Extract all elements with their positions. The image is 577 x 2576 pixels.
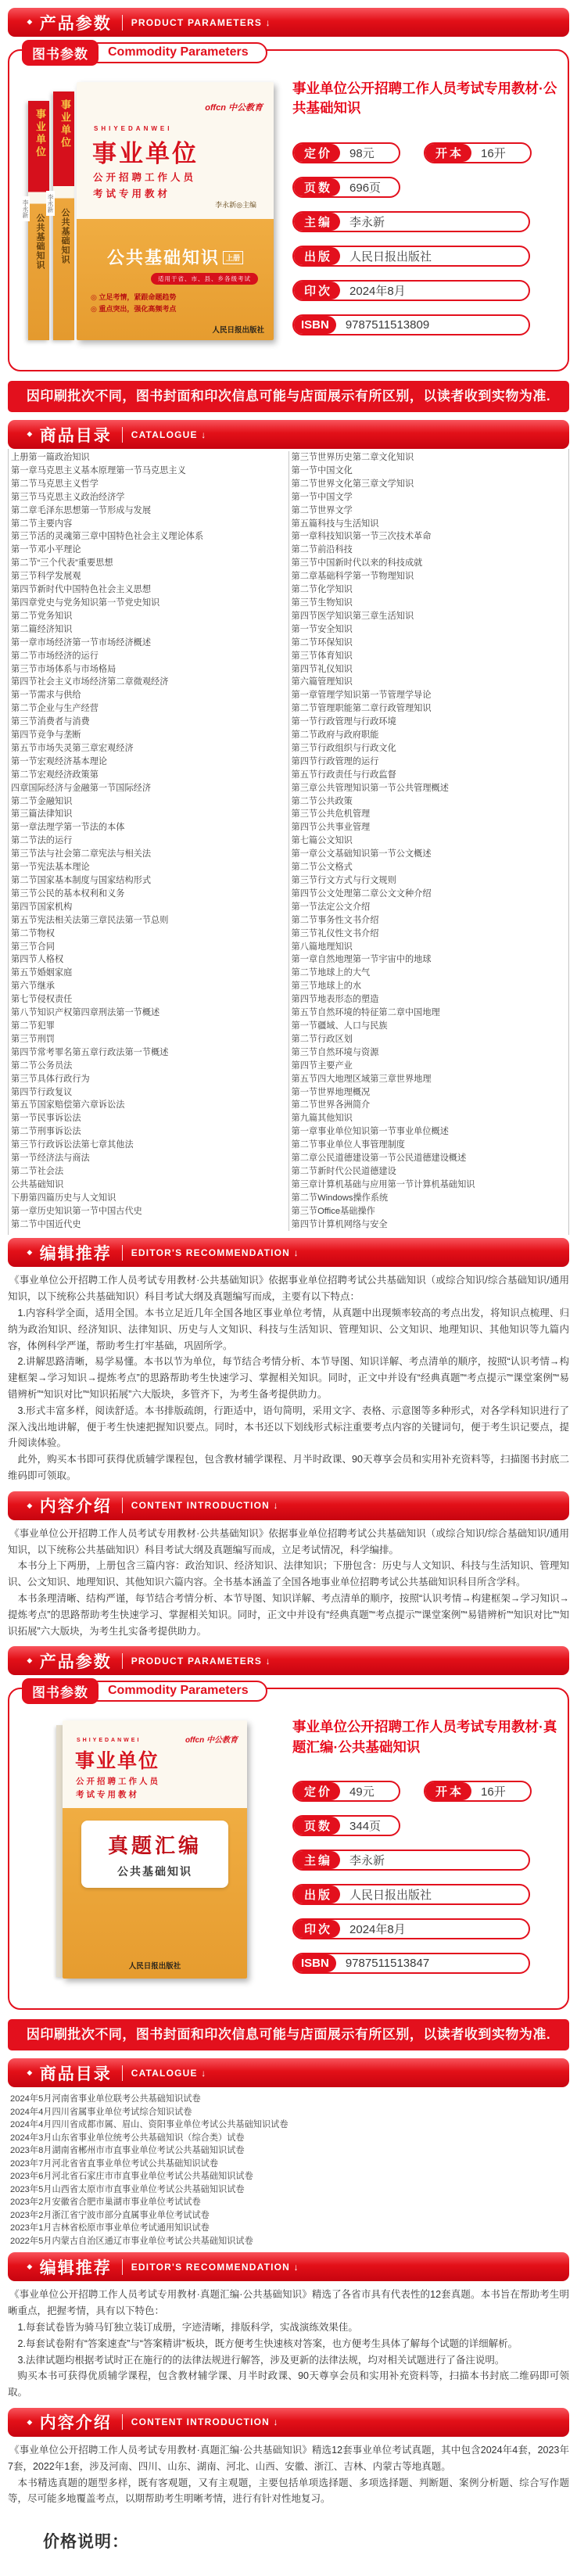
param-value: 16开	[481, 146, 506, 160]
catalogue-entry: 2023年2月安徽省合肥市巢湖市事业单位考试试卷	[10, 2197, 201, 2208]
section-banner-product-parameters-2	[8, 1646, 569, 1675]
catalogue-entry: 第一节邓小平理论	[11, 545, 81, 555]
catalogue-entry: 第九篇其他知识	[291, 1114, 353, 1124]
offcn-brand-logo: offcn 中公教育	[205, 103, 263, 113]
catalogue-entry: 第六节继承	[11, 981, 55, 992]
diamond-icon: ◆	[27, 2418, 33, 2427]
catalogue-entry: 第二章毛泽东思想第一节形成与发展	[11, 505, 152, 515]
catalogue-entry: 第二节刑事诉讼法	[11, 1127, 81, 1137]
banner-divider	[122, 1498, 123, 1513]
spine-author: 李永新	[21, 196, 30, 221]
book-card-1	[8, 45, 569, 371]
catalogue-entry: 第二节行政区划	[291, 1034, 353, 1044]
param-label: 定价	[294, 1782, 340, 1800]
catalogue-entry: 第二篇经济知识	[11, 624, 73, 634]
catalogue-entry: 第一节经济法与商法	[11, 1153, 90, 1164]
section-banner-catalogue-2	[8, 2058, 569, 2087]
cover-bullet: ◎ 立足考情，紧跟命题趋势	[91, 292, 176, 303]
param-value: 人民日报出版社	[349, 1889, 432, 1903]
catalogue-entry: 第一节民事诉讼法	[11, 1114, 81, 1124]
catalogue-entry: 第一节世界地理概况	[291, 1087, 371, 1097]
catalogue-entry: 第一章自然地理第一节宇宙中的地球	[291, 955, 432, 965]
paragraph: 本书条理清晰、结构严谨，每节结合考情分析、本节导图、知识详解、考点清单的顺序，按照“认识考情→构建框架→学习知识→提炼考点”的思路帮助考生快速学习、掌握相关知识。同时，正文中并设有“经典真题”“考点提示”“课堂案例”“易错辨析”“知识对比”“知识拓展”六大版块，为考生扎实备考提供助力。	[8, 1593, 569, 1637]
catalogue-entry: 第三节科学发展观	[11, 572, 81, 582]
warning-bar: 因印刷批次不同，图书封面和印次信息可能与店面展示有所区别，以读者收到实物为准.	[8, 381, 569, 412]
param-label: 主编	[294, 213, 340, 231]
param-pill-printing	[292, 280, 530, 301]
param-value: 98元	[349, 146, 375, 160]
paragraph: 《事业单位公开招聘工作人员考试专用教材·真题汇编·公共基础知识》精选了各省市具有代表性的12套真题。本书旨在帮助考生明晰重点，把握考情，具有以下特色：	[8, 2289, 569, 2317]
diamond-icon: ◆	[27, 1249, 33, 1257]
param-pill-pages	[292, 177, 400, 198]
catalogue-entry: 第三节世界历史第二章文化知识	[291, 453, 414, 462]
spine-subject: 公共基础知识	[60, 208, 70, 265]
card-tab-zh: 图书参数	[22, 1678, 99, 1704]
card-tab-en: Commodity Parameters	[88, 42, 267, 63]
paragraph: 本书分上下两册，上册包含三篇内容：政治知识、经济知识、法律知识；下册包含：历史与人文知识、科技与生活知识、管理知识、公文知识、地理知识、其他知识六篇内容。全书基本涵盖了全国各地事业单位招聘考试公共基础知识科目所含学科。	[8, 1560, 569, 1588]
catalogue-entry: 第五篇科技与生活知识	[291, 518, 379, 529]
catalogue-entry: 第七节侵权责任	[11, 995, 73, 1005]
book-spine-back	[22, 101, 49, 340]
catalogue-entry: 2024年4月四川省成都市属、眉山、资阳事业单位考试公共基础知识试卷	[10, 2120, 288, 2130]
catalogue-entry: 第四节新时代中国特色社会主义思想	[11, 585, 152, 595]
catalogue-entry: 第一章市场经济第一节市场经济概述	[11, 637, 152, 648]
catalogue-entry: 第四节公共事业管理	[291, 823, 371, 833]
catalogue-entry: 第三节马克思主义政治经济学	[11, 492, 125, 502]
catalogue-list	[8, 2091, 569, 2251]
catalogue-entry: 第一节宪法基本理论	[11, 863, 90, 873]
catalogue-entry: 2022年5月内蒙古自治区通辽市事业单位考试公共基础知识试卷	[10, 2236, 253, 2246]
catalogue-entry: 2024年3月山东省事业单位统考公共基础知识（综合类）试卷	[10, 2133, 245, 2143]
section-banner-editor-recommendation-2	[8, 2252, 569, 2281]
paragraph: 2.讲解思路清晰，易学易懂。本书以节为单位，每节结合考情分析、本节导图、知识详解、考点清单的顺序，按照“认识考情→构建框架→学习知识→提炼考点”的思路帮助考生快速学习、掌握相关知识。同时，正文中并设有“经典真题”“考点提示”“课堂案例”“易错辨析”“知识对比”“知识拓展”六大版块，多管齐下，为考生备考提供助力。	[8, 1356, 569, 1401]
catalogue-entry: 第三节体育知识	[291, 651, 353, 661]
section-banner-product-parameters	[8, 8, 569, 37]
diamond-icon: ◆	[27, 2262, 33, 2271]
paragraph: 《事业单位公开招聘工作人员考试专用教材·公共基础知识》依据事业单位招聘考试公共基础知识（或综合知识/综合基础知识/通用知识，以下统称公共基础知识）科目考试大纲及真题编写而成，立足考试情况，科学编排。	[8, 1527, 569, 1555]
catalogue-entry: 第三节合同	[11, 942, 55, 952]
paragraph: 《事业单位公开招聘工作人员考试专用教材·公共基础知识》依据事业单位招聘考试公共基础知识（或综合知识/综合基础知识/通用知识，以下统称公共基础知识）科目考试大纲及真题编写而成，主要有以下特点：	[8, 1275, 569, 1303]
catalogue-entry: 第二节世界各洲简介	[291, 1100, 371, 1110]
catalogue-entry: 第五节四大地理区域第三章世界地理	[291, 1074, 432, 1084]
catalogue-entry: 第三篇法律知识	[11, 809, 73, 820]
catalogue-entry: 第四节社会主义市场经济第二章微观经济	[11, 677, 169, 687]
book1-cover-art	[19, 81, 283, 346]
volume-badge: 上册	[223, 251, 243, 264]
catalogue-entry: 第四节医学知识第三章生活知识	[291, 611, 414, 621]
banner-divider	[122, 2065, 123, 2081]
catalogue-entry: 第一章马克思主义基本原理第一节马克思主义	[11, 465, 186, 475]
param-value: 人民日报出版社	[349, 249, 432, 264]
param-pill-editor	[292, 211, 530, 232]
param-pill-publisher	[292, 246, 530, 267]
catalogue-entry: 下册第四篇历史与人文知识	[11, 1193, 116, 1203]
catalogue-entry: 第二节公务员法	[11, 1060, 73, 1071]
param-pill-printing	[292, 1918, 530, 1939]
banner-title-zh: 商品目录	[39, 426, 112, 445]
catalogue-entry: 第二节法的运行	[11, 836, 73, 846]
catalogue-entry: 第三章公共管理知识第一节公共管理概述	[291, 783, 449, 793]
param-label: 页数	[294, 178, 340, 196]
warning-bar: 因印刷批次不同，图书封面和印次信息可能与店面展示有所区别，以读者收到实物为准.	[8, 2019, 569, 2050]
spine-series: 事业单位	[34, 109, 46, 159]
catalogue-entry: 第一节行政管理与行政环境	[291, 717, 396, 727]
catalogue-entry: 第四节常考罪名第五章行政法第一节概述	[11, 1047, 169, 1057]
catalogue-entry: 第五节婚姻家庭	[11, 968, 73, 978]
catalogue-entry: 第五节自然环境的特征第二章中国地理	[291, 1008, 440, 1018]
param-value: 李永新	[349, 215, 385, 229]
paragraph: 此外，购买本书即可获得优质辅学课程包，包含教材辅学课程、月半时政课、90天尊享会员和实用补充资料等，扫描图书封底二维码即可领取。	[8, 1454, 569, 1482]
publisher-logo: 人民日报出版社	[212, 326, 264, 335]
cover-bullet: ◎ 重点突出，强化高频考点	[91, 303, 176, 315]
section-banner-content-introduction-2	[8, 2408, 569, 2437]
catalogue-entry: 第二节化学知识	[291, 585, 353, 595]
banner-title-zh: 内容介绍	[39, 1498, 112, 1516]
param-value: 696页	[349, 181, 382, 195]
card-tab-zh: 图书参数	[22, 40, 99, 66]
spine-series: 事业单位	[59, 99, 71, 149]
catalogue-entry: 第四节公文处理第二章公文文种介绍	[291, 888, 432, 899]
catalogue-entry: 2023年5月山西省太原市市直事业单位考试公共基础知识试卷	[10, 2184, 245, 2194]
book-card-2	[8, 1684, 569, 2010]
banner-title-en: EDITOR'S RECOMMENDATION ↓	[131, 2261, 299, 2273]
catalogue-entry: 第一节疆域、人口与民族	[291, 1021, 388, 1031]
catalogue-entry: 第一章公文基础知识第一节公文概述	[291, 849, 432, 859]
param-label: 开本	[425, 1782, 471, 1800]
catalogue-entry: 第五节市场失灵第三章宏观经济	[11, 743, 134, 753]
param-label: 出版	[294, 1885, 340, 1903]
banner-title-en: CONTENT INTRODUCTION ↓	[131, 2416, 279, 2428]
banner-title-zh: 编辑推荐	[39, 2258, 112, 2277]
cover-applicability-strip: 适用于省、市、县、乡各级考试	[151, 273, 258, 285]
param-pill-editor	[292, 1849, 530, 1871]
banner-title-en: CONTENT INTRODUCTION ↓	[131, 1500, 279, 1512]
catalogue-entry: 第二节地球上的大气	[291, 968, 371, 978]
catalogue-entry: 第八篇地理知识	[291, 942, 353, 952]
param-label: 印次	[294, 282, 340, 300]
diamond-icon: ◆	[27, 2068, 33, 2077]
banner-divider	[122, 2414, 123, 2430]
banner-title-zh: 产品参数	[39, 14, 112, 33]
catalogue-entry: 第一节中国文学	[291, 492, 353, 502]
diamond-icon: ◆	[27, 1501, 33, 1510]
cover-panel-subtitle: 公共基础知识	[117, 1864, 192, 1878]
price-note: 价格说明：	[43, 2533, 129, 2552]
catalogue-entry: 第一章事业单位知识第一节事业单位概述	[291, 1127, 449, 1137]
param-label: 主编	[294, 1851, 340, 1869]
catalogue-entry: 第四节计算机网络与安全	[291, 1219, 388, 1229]
catalogue-entry: 第三节自然环境与资源	[291, 1047, 379, 1057]
catalogue-entry: 第四节人格权	[11, 955, 64, 965]
catalogue-entry: 第一节中国文化	[291, 465, 353, 475]
banner-divider	[122, 1653, 123, 1669]
catalogue-entry: 2023年7月河北省省直事业单位考试公共基础知识试卷	[10, 2158, 219, 2169]
catalogue-entry: 2023年2月浙江省宁波市部分直属事业单位考试试卷	[10, 2210, 210, 2220]
catalogue-entry: 第二节公文格式	[291, 863, 353, 873]
editor-recommendation-text	[8, 1272, 569, 1484]
param-value: 李永新	[349, 1854, 385, 1868]
banner-title-en: PRODUCT PARAMETERS ↓	[131, 16, 271, 28]
catalogue-entry: 第三节中国新时代以来的科技成就	[291, 558, 423, 569]
catalogue-entry: 公共基础知识	[11, 1179, 64, 1189]
param-value: 344页	[349, 1820, 382, 1834]
card-tab	[22, 40, 267, 66]
param-label: 页数	[294, 1817, 340, 1835]
cover-subtitle: 公开招聘工作人员 考试专用教材	[93, 172, 197, 199]
param-label: ISBN	[294, 316, 336, 334]
catalogue-entry: 第二节马克思主义哲学	[11, 479, 99, 489]
banner-divider	[122, 1245, 123, 1261]
diamond-icon: ◆	[27, 1656, 33, 1665]
param-label: ISBN	[294, 1954, 336, 1972]
param-value: 9787511513809	[345, 318, 430, 332]
catalogue-entry: 第一章法理学第一节法的本体	[11, 823, 125, 833]
book-params-zone	[283, 1710, 558, 1997]
catalogue-entry: 第一节宏观经济基本理论	[11, 756, 108, 766]
catalogue-entry: 第二节中国近代史	[11, 1219, 81, 1229]
catalogue-entry: 第四节竞争与垄断	[11, 730, 81, 741]
content-introduction-text	[8, 1526, 569, 1640]
catalogue-entry: 第四节礼仪知识	[291, 664, 353, 674]
book-spine-front	[47, 91, 74, 340]
catalogue-entry: 第二节新时代公民道德建设	[291, 1166, 396, 1176]
book2-cover-art	[39, 1720, 263, 1983]
catalogue-entry: 2023年1月吉林省松原市事业单位考试通用知识试卷	[10, 2223, 210, 2233]
catalogue-entry: 第三节具体行政行为	[11, 1074, 90, 1084]
banner-title-zh: 产品参数	[39, 1652, 112, 1671]
catalogue-entry: 第二节物权	[11, 928, 55, 938]
catalogue-entry: 第二节社会法	[11, 1166, 64, 1176]
catalogue-entry: 第三节行政诉讼法第七章其他法	[11, 1140, 134, 1150]
param-pill-isbn	[292, 314, 530, 335]
catalogue-entry: 第二节企业与生产经营	[11, 704, 99, 714]
catalogue-entry: 第三节市场体系与市场格局	[11, 664, 116, 674]
catalogue-entry: 第二节世界文化第三章文学知识	[291, 479, 414, 489]
param-pill-pages	[292, 1815, 400, 1836]
paragraph: 2.每套试卷附有“答案速查”与“答案精讲”板块，既方便考生快速核对答案，也方便考生具体了解每个试题的详细解析。	[17, 2337, 518, 2349]
param-value: 16开	[481, 1785, 506, 1799]
catalogue-entry: 第一章历史知识第一节中国古代史	[11, 1206, 142, 1216]
banner-title-en: PRODUCT PARAMETERS ↓	[131, 1655, 271, 1667]
catalogue-entry: 2023年8月湖南省郴州市市直事业单位考试公共基础知识试卷	[10, 2146, 245, 2156]
param-label: 出版	[294, 247, 340, 265]
card-tab-en: Commodity Parameters	[88, 1681, 267, 1702]
catalogue-entry: 第三节行文方式与行文规则	[291, 876, 396, 885]
param-pill-price	[292, 142, 400, 163]
cover-subject: 公共基础知识 上册	[77, 245, 274, 269]
cover-bullets	[91, 292, 176, 315]
catalogue-entry: 第二节犯罪	[11, 1021, 55, 1031]
catalogue-entry: 第二节国家基本制度与国家结构形式	[11, 876, 152, 885]
catalogue-entry: 第三章计算机基础与应用第一节计算机基础知识	[291, 1179, 475, 1189]
catalogue-entry: 第二章公民道德建设第一节公民道德建设概述	[291, 1153, 467, 1164]
param-pill-isbn	[292, 1953, 530, 1974]
catalogue-entry: 第一节安全知识	[291, 624, 353, 634]
catalogue-entry: 第四章党史与党务知识第一节党史知识	[11, 597, 160, 608]
catalogue-entry: 上册第一篇政治知识	[11, 453, 90, 462]
catalogue-entry: 第三节Office基础操作	[291, 1206, 375, 1216]
cover-pinyin: SHIYEDANWEI	[94, 125, 173, 132]
catalogue-entry: 第二节事务性文书介绍	[291, 915, 379, 925]
catalogue-entry: 2024年4月四川省属事业单位考试综合知识试卷	[10, 2107, 192, 2117]
paragraph: 《事业单位公开招聘工作人员考试专用教材·真题汇编·公共基础知识》精选12套事业单位考试真题，其中包含2024年4套，2023年7套，2022年1套，涉及河南、四川、山东、湖南、河北、山西、安徽、浙江、吉林、内蒙古等地真题。	[8, 2444, 569, 2472]
paragraph: 1.内容科学全面，适用全国。本书立足近几年全国各地区事业单位考情，从真题中出现频率较高的考点出发，将知识点梳理、归纳为政治知识、经济知识、法律知识、历史与人文知识、科技与生活知识、管理知识、公文知识、地理知识、其他知识等九篇内容，体例科学严谨，帮助考生打牢基础，巩固所学。	[8, 1308, 569, 1351]
paragraph: 1.每套试卷皆为骑马钉独立装订成册，字迹清晰，排版科学，实战演练效果佳。	[17, 2322, 358, 2333]
catalogue-entry: 第三节公共危机管理	[291, 809, 371, 820]
catalogue-entry: 第五节行政责任与行政监督	[291, 770, 396, 780]
catalogue-entry: 2023年6月河北省石家庄市市直事业单位考试公共基础知识试卷	[10, 2172, 253, 2182]
catalogue-column-left	[9, 451, 289, 1231]
catalogue-entry: 第二节公共政策	[291, 796, 353, 806]
banner-title-en: CATALOGUE ↓	[131, 2067, 207, 2079]
paragraph: 购买本书可获得优质辅学课程，包含教材辅学课、月半时政课、90天尊享会员和实用补充资料等，扫描本书封底二维码即可领取。	[8, 2370, 569, 2398]
banner-title-zh: 内容介绍	[39, 2414, 112, 2433]
cover-series-title: 事业单位	[75, 1750, 160, 1773]
catalogue-entry: 第四节地表形态的塑造	[291, 995, 379, 1005]
banner-title-zh: 商品目录	[39, 2065, 112, 2083]
catalogue-entry: 第三节刑罚	[11, 1034, 55, 1044]
cover-title-panel	[81, 1821, 228, 1888]
catalogue-entry: 第三节公民的基本权利和义务	[11, 888, 125, 899]
catalogue-entry: 第二节前沿科技	[291, 545, 353, 555]
catalogue-entry: 第二节政府与政府职能	[291, 730, 379, 741]
catalogue-entry: 第五节宪法相关法第三章民法第一节总则	[11, 915, 169, 925]
book-front-cover	[63, 1720, 247, 1979]
cover-series-title: 事业单位	[92, 140, 199, 167]
catalogue-entry: 第二节Windows操作系统	[291, 1193, 389, 1203]
catalogue-entry: 第二节管理职能第二章行政管理知识	[291, 704, 432, 714]
diamond-icon: ◆	[27, 18, 33, 27]
banner-title-zh: 编辑推荐	[39, 1244, 112, 1263]
paragraph: 本书精选真题的题型多样，既有客观题，又有主观题，主要包括单项选择题、多项选择题、判断题、案例分析题、综合写作题等，尽可能多地覆盖考点，以期帮助考生明晰考情，进行有针对性地复习。	[8, 2477, 569, 2505]
catalogue-entry: 第二节“三个代表”重要思想	[11, 558, 113, 569]
param-value: 49元	[349, 1785, 375, 1799]
book-cover-zone	[19, 1710, 283, 1997]
catalogue-entry: 第三节消费者与消费	[11, 717, 90, 727]
catalogue-entry: 2024年5月河南省事业单位联考公共基础知识试卷	[10, 2094, 201, 2104]
cover-panel-title: 真题汇编	[107, 1833, 202, 1857]
section-banner-catalogue	[8, 420, 569, 449]
catalogue-entry: 第四节国家机构	[11, 902, 73, 912]
param-value: 2024年8月	[349, 1923, 406, 1937]
banner-title-en: EDITOR'S RECOMMENDATION ↓	[131, 1247, 299, 1258]
catalogue-entry: 第六篇管理知识	[291, 677, 353, 687]
catalogue-entry: 四章国际经济与金融第一节国际经济	[11, 783, 152, 793]
spine-author: 李永新	[46, 191, 55, 216]
catalogue-entry: 第二节事业单位人事管理制度	[291, 1140, 405, 1150]
editor-recommendation-text-2	[8, 2287, 569, 2401]
param-label: 定价	[294, 144, 340, 162]
card-tab	[22, 1678, 267, 1704]
book-params-zone	[283, 71, 558, 359]
catalogue-entry: 第七篇公文知识	[291, 836, 353, 846]
catalogue-entry: 第一节需求与供给	[11, 691, 81, 701]
section-banner-editor-recommendation	[8, 1238, 569, 1267]
offcn-brand-logo: offcn 中公教育	[185, 1736, 238, 1745]
catalogue-entry: 第二节宏观经济政策第	[11, 770, 99, 780]
section-banner-content-introduction	[8, 1491, 569, 1520]
banner-divider	[122, 427, 123, 443]
catalogue-column-right	[289, 451, 569, 1231]
catalogue-entry: 第三节行政组织与行政文化	[291, 743, 396, 753]
catalogue-entry: 第三节活的灵魂第三章中国特色社会主义理论体系	[11, 532, 204, 542]
param-pill-publisher	[292, 1884, 530, 1905]
spine-subject: 公共基础知识	[35, 213, 45, 270]
catalogue-entry: 第三节地球上的水	[291, 981, 362, 992]
param-value: 2024年8月	[349, 284, 406, 298]
banner-divider	[122, 15, 123, 30]
catalogue-table	[8, 449, 569, 1235]
param-label: 开本	[425, 144, 471, 162]
param-pill-price	[292, 1781, 400, 1802]
catalogue-entry: 第二节主要内容	[11, 518, 73, 529]
catalogue-entry: 第一章管理学知识第一节管理学导论	[291, 691, 432, 701]
catalogue-entry: 第二章基础科学第一节物理知识	[291, 572, 414, 582]
catalogue-entry: 第一章科技知识第一节三次技术革命	[291, 532, 432, 542]
catalogue-entry: 第二节市场经济的运行	[11, 651, 99, 661]
cover-pinyin: SHIYEDANWEI	[77, 1738, 142, 1744]
book-front-cover	[77, 82, 274, 340]
catalogue-entry: 第八节知识产权第四章刑法第一节概述	[11, 1008, 160, 1018]
book-cover-zone	[19, 71, 283, 359]
banner-divider	[122, 2259, 123, 2275]
paragraph: 3.法律试题均根据考试时正在施行的的法律法规进行解答，涉及更新的法律法规，均对相关试题进行了备注说明。	[17, 2354, 505, 2366]
paragraph: 3.形式丰富多样，阅读舒适。本书排版疏朗，行距适中，语句简明，采用文字、表格、示意图等多种形式，对各学科知识进行了深入浅出地讲解，便于考生快速把握知识要点。同时，本书还以下划线形式标注重要考点内容的关键词句，便于考生识记要点，提升阅读体验。	[8, 1405, 569, 1449]
catalogue-entry: 第二节金融知识	[11, 796, 73, 806]
catalogue-entry: 第四节行政复议	[11, 1087, 73, 1097]
catalogue-entry: 第二节环保知识	[291, 637, 353, 648]
publisher-logo: 人民日报出版社	[128, 1962, 181, 1971]
diamond-icon: ◆	[27, 430, 33, 439]
cover-subtitle: 公开招聘工作人员 考试专用教材	[76, 1777, 160, 1800]
param-value: 9787511513847	[345, 1957, 430, 1971]
book-title: 事业单位公开招聘工作人员考试专用教材·公共基础知识	[292, 81, 557, 117]
catalogue-entry: 第四节行政管理的运行	[291, 756, 379, 766]
cover-editor-line: 李永新◎主编	[215, 201, 256, 209]
catalogue-entry: 第五节国家赔偿第六章诉讼法	[11, 1100, 125, 1110]
param-pill-format	[424, 1781, 532, 1802]
content-introduction-text-2	[8, 2442, 569, 2507]
param-label: 印次	[294, 1920, 340, 1938]
catalogue-entry: 第四节主要产业	[291, 1060, 353, 1071]
catalogue-entry: 第二节世界文学	[291, 505, 353, 515]
catalogue-entry: 第三节法与社会第二章宪法与相关法	[11, 849, 152, 859]
catalogue-entry: 第二节党务知识	[11, 611, 73, 621]
catalogue-entry: 第一节法定公文介绍	[291, 902, 371, 912]
catalogue-entry: 第三节礼仪性文书介绍	[291, 928, 379, 938]
param-pill-format	[424, 142, 532, 163]
banner-title-en: CATALOGUE ↓	[131, 429, 207, 440]
catalogue-entry: 第三节生物知识	[291, 597, 353, 608]
book-title: 事业单位公开招聘工作人员考试专用教材·真题汇编·公共基础知识	[292, 1719, 557, 1755]
